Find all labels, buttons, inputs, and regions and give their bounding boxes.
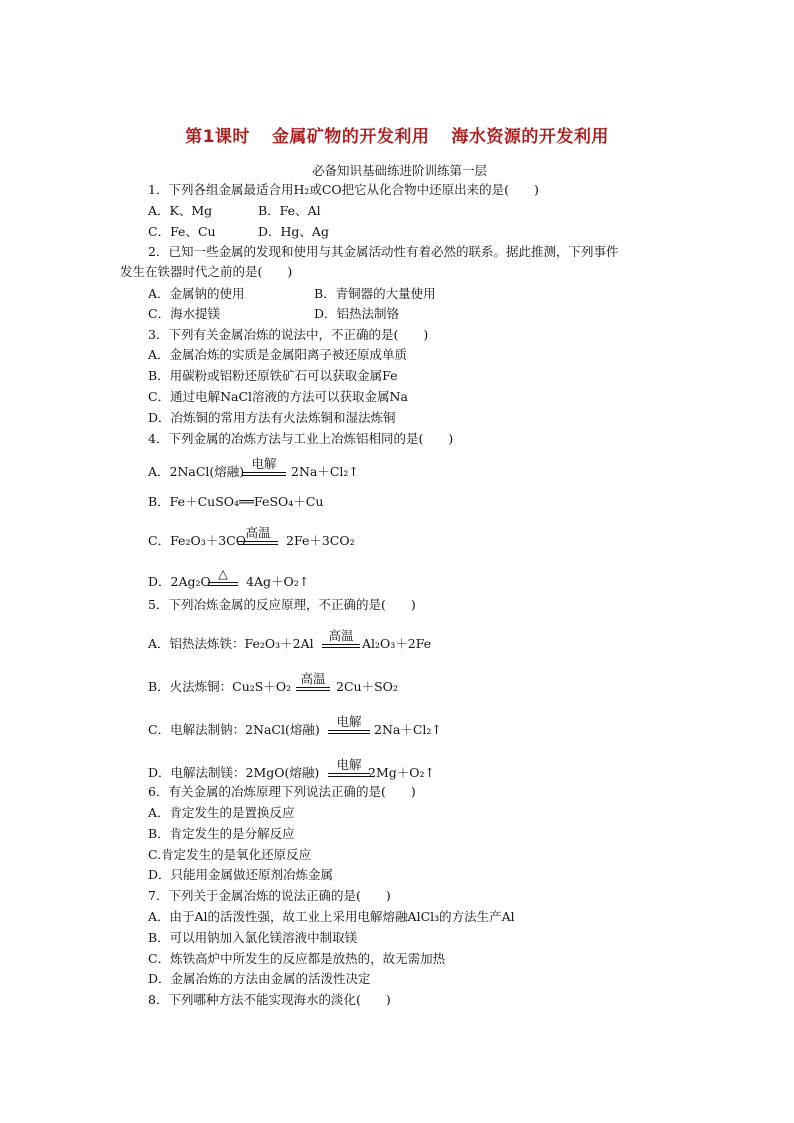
q8-stem: 8．下列哪种方法不能实现海水的淡化( ) xyxy=(148,992,391,1007)
q5-option-a xyxy=(148,612,468,652)
q5-stem: 5．下列冶炼金属的反应原理，不正确的是( ) xyxy=(148,597,416,612)
section-subtitle: 必备知识基础练进阶训练第一层 xyxy=(312,163,488,178)
title-lesson: 第1课时 xyxy=(185,127,250,147)
q5-a-reactants: A．铝热法炼铁：Fe₂O₃＋2Al xyxy=(148,636,314,651)
q3-option-b: B．用碳粉或铝粉还原铁矿石可以获取金属Fe xyxy=(148,368,398,383)
q5-c-condition: 电解 xyxy=(328,714,370,734)
q7-option-c: C．炼铁高炉中所发生的反应都是放热的，故无需加热 xyxy=(148,951,446,966)
q5-a-products: Al₂O₃＋2Fe xyxy=(362,636,432,651)
q7-option-d: D．金属冶炼的方法由金属的活泼性决定 xyxy=(148,971,371,986)
q3-option-c: C．通过电解NaCl溶液的方法可以获取金属Na xyxy=(148,389,408,404)
q3-option-d: D．冶炼铜的常用方法有火法炼铜和湿法炼铜 xyxy=(148,410,396,425)
q6-option-a: A．肯定发生的是置换反应 xyxy=(148,805,295,820)
q7-option-b: B．可以用钠加入氯化镁溶液中制取镁 xyxy=(148,930,358,945)
q5-d-condition: 电解 xyxy=(328,757,370,777)
q5-c-reactants: C．电解法制钠：2NaCl(熔融) xyxy=(148,722,320,737)
q7-stem: 7．下列关于金属冶炼的说法正确的是( ) xyxy=(148,888,391,903)
q2-option-d: D．铝热法制铬 xyxy=(314,306,400,321)
q4-d-condition: △ xyxy=(208,566,238,586)
q4-c-condition: 高温 xyxy=(238,525,278,545)
q4-stem: 4．下列金属的冶炼方法与工业上冶炼铝相同的是( ) xyxy=(148,431,454,446)
q5-d-products: 2Mg＋O₂↑ xyxy=(368,765,435,780)
q2-stem-line2: 发生在铁器时代之前的是( ) xyxy=(120,264,293,279)
q2-option-b: B．青铜器的大量使用 xyxy=(314,286,436,301)
q4-c-reactants: C．Fe₂O₃＋3CO xyxy=(148,533,246,548)
q4-a-products: 2Na＋Cl₂↑ xyxy=(291,464,359,479)
q5-b-products: 2Cu＋SO₂ xyxy=(336,679,398,694)
q4-option-a xyxy=(148,440,448,480)
q6-option-b: B．肯定发生的是分解反应 xyxy=(148,826,295,841)
q5-option-d xyxy=(148,741,468,781)
q4-c-products: 2Fe＋3CO₂ xyxy=(286,533,355,548)
q4-option-d xyxy=(148,550,448,590)
q5-option-b xyxy=(148,655,468,695)
title-topic-1: 金属矿物的开发利用 xyxy=(271,127,430,147)
q1-option-b: B．Fe、Al xyxy=(258,203,321,218)
q1-option-c: C．Fe、Cu xyxy=(148,224,216,239)
q5-option-c xyxy=(148,698,468,738)
q2-option-c: C．海水提镁 xyxy=(148,306,221,321)
q1-option-d: D．Hg、Ag xyxy=(258,224,329,239)
q4-a-condition: 电解 xyxy=(242,456,286,476)
q6-option-c: C.肯定发生的是氧化还原反应 xyxy=(148,847,312,862)
page-title xyxy=(0,122,794,147)
q1-stem: 1．下列各组金属最适合用H₂或CO把它从化合物中还原出来的是( ) xyxy=(148,182,539,197)
q5-c-products: 2Na＋Cl₂↑ xyxy=(374,722,442,737)
q1-option-a: A．K、Mg xyxy=(148,203,213,218)
q6-stem: 6．有关金属的冶炼原理下列说法正确的是( ) xyxy=(148,784,416,799)
q7-option-a: A．由于Al的活泼性强，故工业上采用电解熔融AlCl₃的方法生产Al xyxy=(148,909,515,924)
q2-option-a: A．金属钠的使用 xyxy=(148,286,245,301)
q5-a-condition: 高温 xyxy=(322,628,360,648)
q4-a-reactants: A．2NaCl(熔融) xyxy=(148,464,245,479)
q4-d-reactants: D．2Ag₂O xyxy=(148,574,211,589)
q3-option-a: A．金属冶炼的实质是金属阳离子被还原成单质 xyxy=(148,347,408,362)
q4-option-b: B．Fe＋CuSO₄══FeSO₄＋Cu xyxy=(148,494,324,509)
q5-d-reactants: D．电解法制镁：2MgO(熔融) xyxy=(148,765,320,780)
q3-stem: 3．下列有关金属冶炼的说法中，不正确的是( ) xyxy=(148,327,429,342)
q2-stem-line1: 2．已知一些金属的发现和使用与其金属活动性有着必然的联系。据此推测，下列事件 xyxy=(148,244,619,259)
q5-b-condition: 高温 xyxy=(296,671,330,691)
q4-option-c xyxy=(148,509,448,549)
q6-option-d: D．只能用金属做还原剂冶炼金属 xyxy=(148,867,334,882)
q4-d-products: 4Ag＋O₂↑ xyxy=(246,574,310,589)
title-topic-2: 海水资源的开发利用 xyxy=(451,127,609,147)
q5-b-reactants: B．火法炼铜：Cu₂S＋O₂ xyxy=(148,679,292,694)
